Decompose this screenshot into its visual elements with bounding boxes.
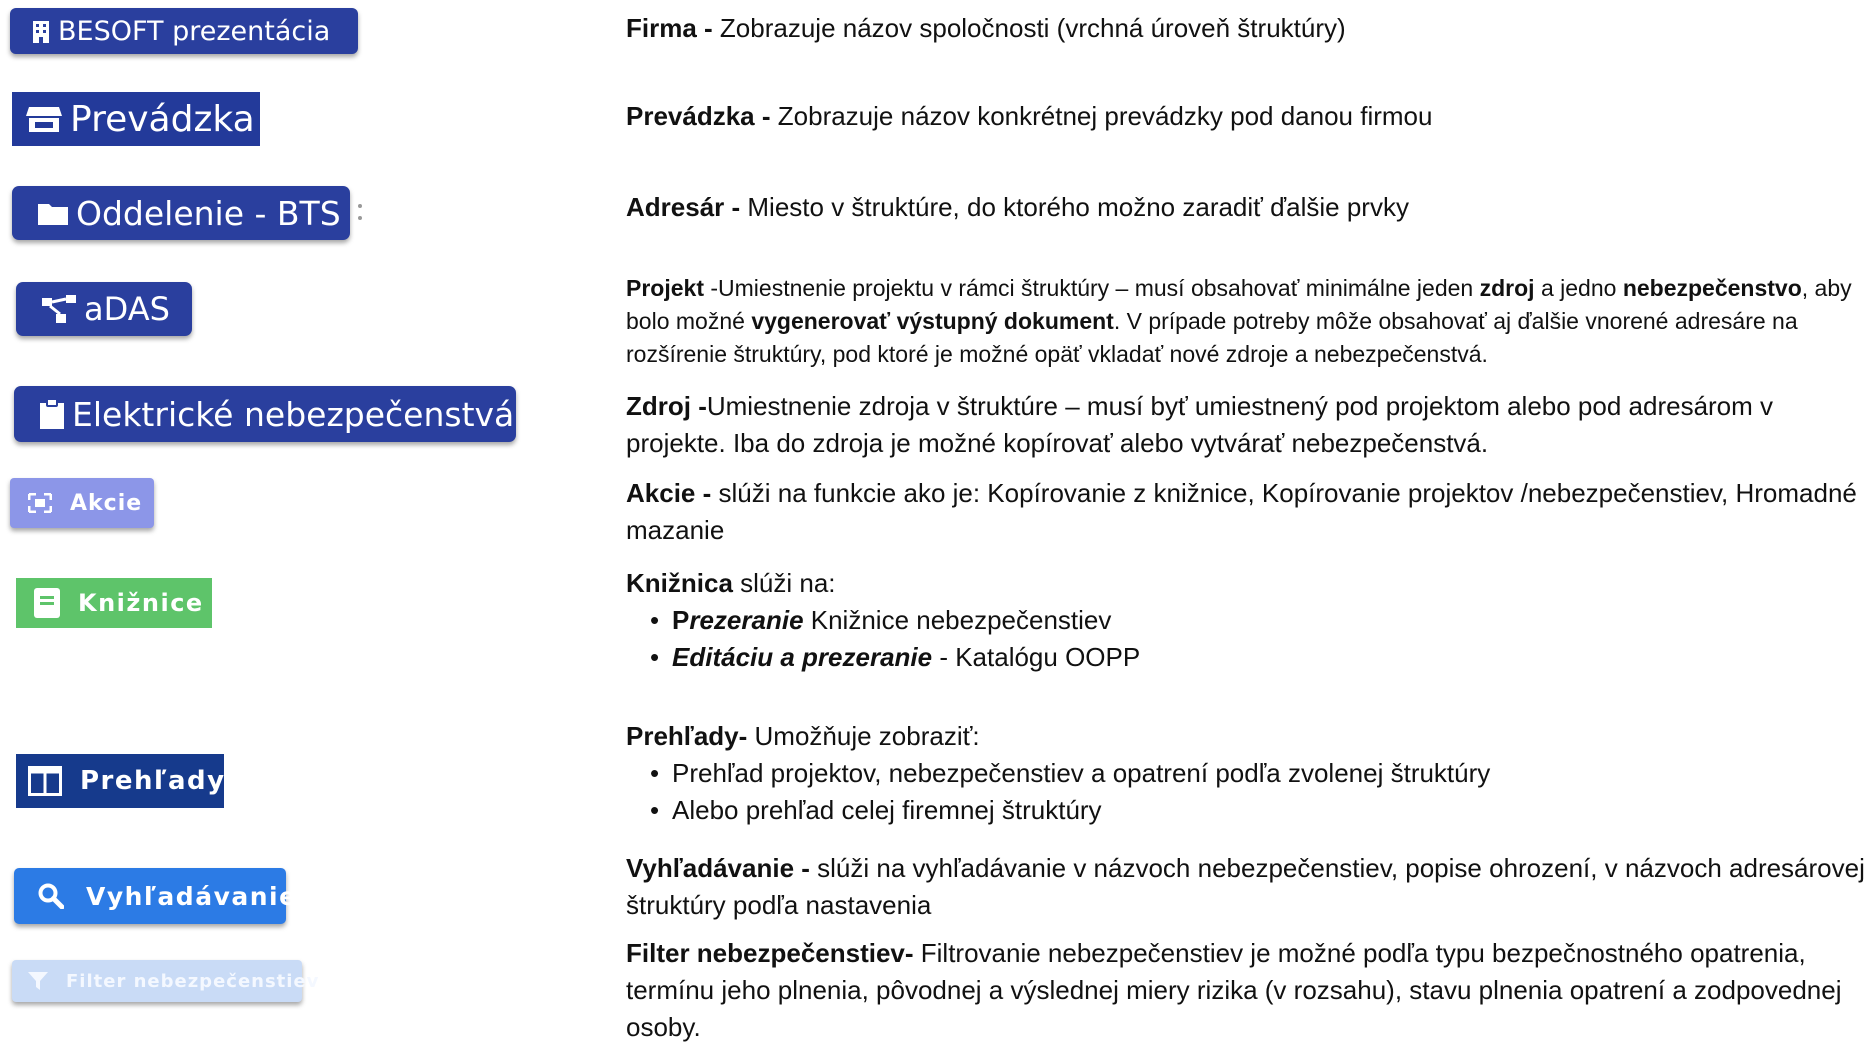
filter-button[interactable] (12, 960, 320, 1002)
adas-label: aDAS (84, 290, 170, 328)
akcie-description: Akcie - slúži na funkcie ako je: Kopírovanie z knižnice, Kopírovanie projektov /nebezpečenstiev, Hromadné mazanie (626, 478, 1857, 545)
prehlady-bullet-1: • Prehľad projektov, nebezpečenstiev a opatrení podľa zvolenej štruktúry (626, 755, 1866, 792)
prevadzka-label: Prevádzka (70, 98, 255, 140)
kniznica-description: Knižnica slúži na: • Prezeranie Knižnice nebezpečenstiev • Editáciu a prezeranie - Katalógu OOPP (626, 565, 1866, 676)
search-icon (38, 883, 64, 909)
clipboard-icon (40, 399, 64, 429)
arrows-expand-icon (28, 493, 52, 513)
book-icon (34, 588, 60, 618)
prevadzka-term: Prevádzka (626, 101, 755, 131)
akcie-button[interactable] (10, 478, 154, 528)
folder-icon (38, 201, 68, 225)
vyhladavanie-term: Vyhľadávanie - (626, 853, 818, 883)
oddelenie-label: Oddelenie - BTS (76, 193, 341, 233)
vyhladavanie-label: Vyhľadávanie (86, 881, 298, 911)
filter-icon (28, 971, 48, 991)
prehlady-description: Prehľady- Umožňuje zobraziť: • Prehľad projektov, nebezpečenstiev a opatrení podľa zvolenej štruktúry • Alebo prehľad celej firemnej štruktúry (626, 718, 1866, 829)
zdroj-description: Zdroj -Umiestnenie zdroja v štruktúre – musí byť umiestnený pod projektom alebo pod adresárom v projekte. Iba do zdroja je možné kopírovať alebo vytvárať nebezpečenstvá. (626, 391, 1774, 458)
zdroj-button[interactable] (14, 386, 516, 442)
kniznica-term: Knižnica (626, 568, 733, 598)
separator-dots (358, 200, 362, 224)
firma-label: BESOFT prezentácia (58, 15, 331, 47)
prehlady-bullet-2: • Alebo prehľad celej firemnej štruktúry (626, 792, 1866, 829)
firma-description: Firma - Zobrazuje názov spoločnosti (vrchná úroveň štruktúry) (626, 13, 1346, 43)
adas-project-button[interactable] (16, 282, 192, 336)
prevadzka-description: Prevádzka - Zobrazuje názov konkrétnej prevádzky pod danou firmou (626, 101, 1433, 131)
adresar-description: Adresár - Miesto v štruktúre, do ktorého možno zaradiť ďalšie prvky (626, 192, 1409, 222)
prehlady-term: Prehľady- (626, 721, 748, 751)
zdroj-label: Elektrické nebezpečenstvá (72, 394, 515, 434)
store-icon (26, 104, 62, 134)
columns-icon (28, 766, 62, 796)
firma-term: Firma (626, 13, 697, 43)
akcie-term: Akcie - (626, 478, 719, 508)
vyhladavanie-description: Vyhľadávanie - slúži na vyhľadávanie v názvoch nebezpečenstiev, popise ohrození, v názvoch adresárovej štruktúry podľa nastavenia (626, 853, 1865, 920)
building-icon (32, 19, 50, 43)
prevadzka-button[interactable] (12, 92, 260, 146)
filter-description: Filter nebezpečenstiev- Filtrovanie nebezpečenstiev je možné podľa typu bezpečnostného opatrenia, termínu jeho plnenia, pôvodnej a výslednej miery rizika (v rozsahu), stavu plnenia opatrení a zodpovednej osoby. (626, 938, 1842, 1042)
kniznice-label: Knižnice (78, 589, 204, 617)
prehlady-button[interactable] (16, 754, 224, 808)
projekt-term: Projekt (626, 275, 704, 301)
firma-button[interactable] (10, 8, 358, 54)
project-tree-icon (42, 295, 76, 323)
akcie-label: Akcie (70, 490, 143, 516)
projekt-description: Projekt -Umiestnenie projektu v rámci štruktúry – musí obsahovať minimálne jeden zdroj a jedno nebezpečenstvo, aby bolo možné vygenerovať výstupný dokument. V prípade potreby môže obsahovať aj ďalšie vnorené adresáre na rozšírenie štruktúry, pod ktoré je možné opäť vkladať nové zdroje a nebezpečenstvá. (626, 275, 1852, 367)
kniznice-button[interactable] (16, 578, 212, 628)
adresar-term: Adresár (626, 192, 725, 222)
kniznica-bullet-1: • Prezeranie Knižnice nebezpečenstiev (626, 602, 1866, 639)
prehlady-label: Prehľady (80, 766, 226, 796)
kniznica-bullet-2: • Editáciu a prezeranie - Katalógu OOPP (626, 639, 1866, 676)
oddelenie-button[interactable] (12, 186, 350, 240)
vyhladavanie-button[interactable] (14, 868, 298, 924)
filter-label: Filter nebezpečenstiev (66, 970, 320, 992)
filter-term: Filter nebezpečenstiev- (626, 938, 914, 968)
zdroj-term: Zdroj - (626, 391, 707, 421)
